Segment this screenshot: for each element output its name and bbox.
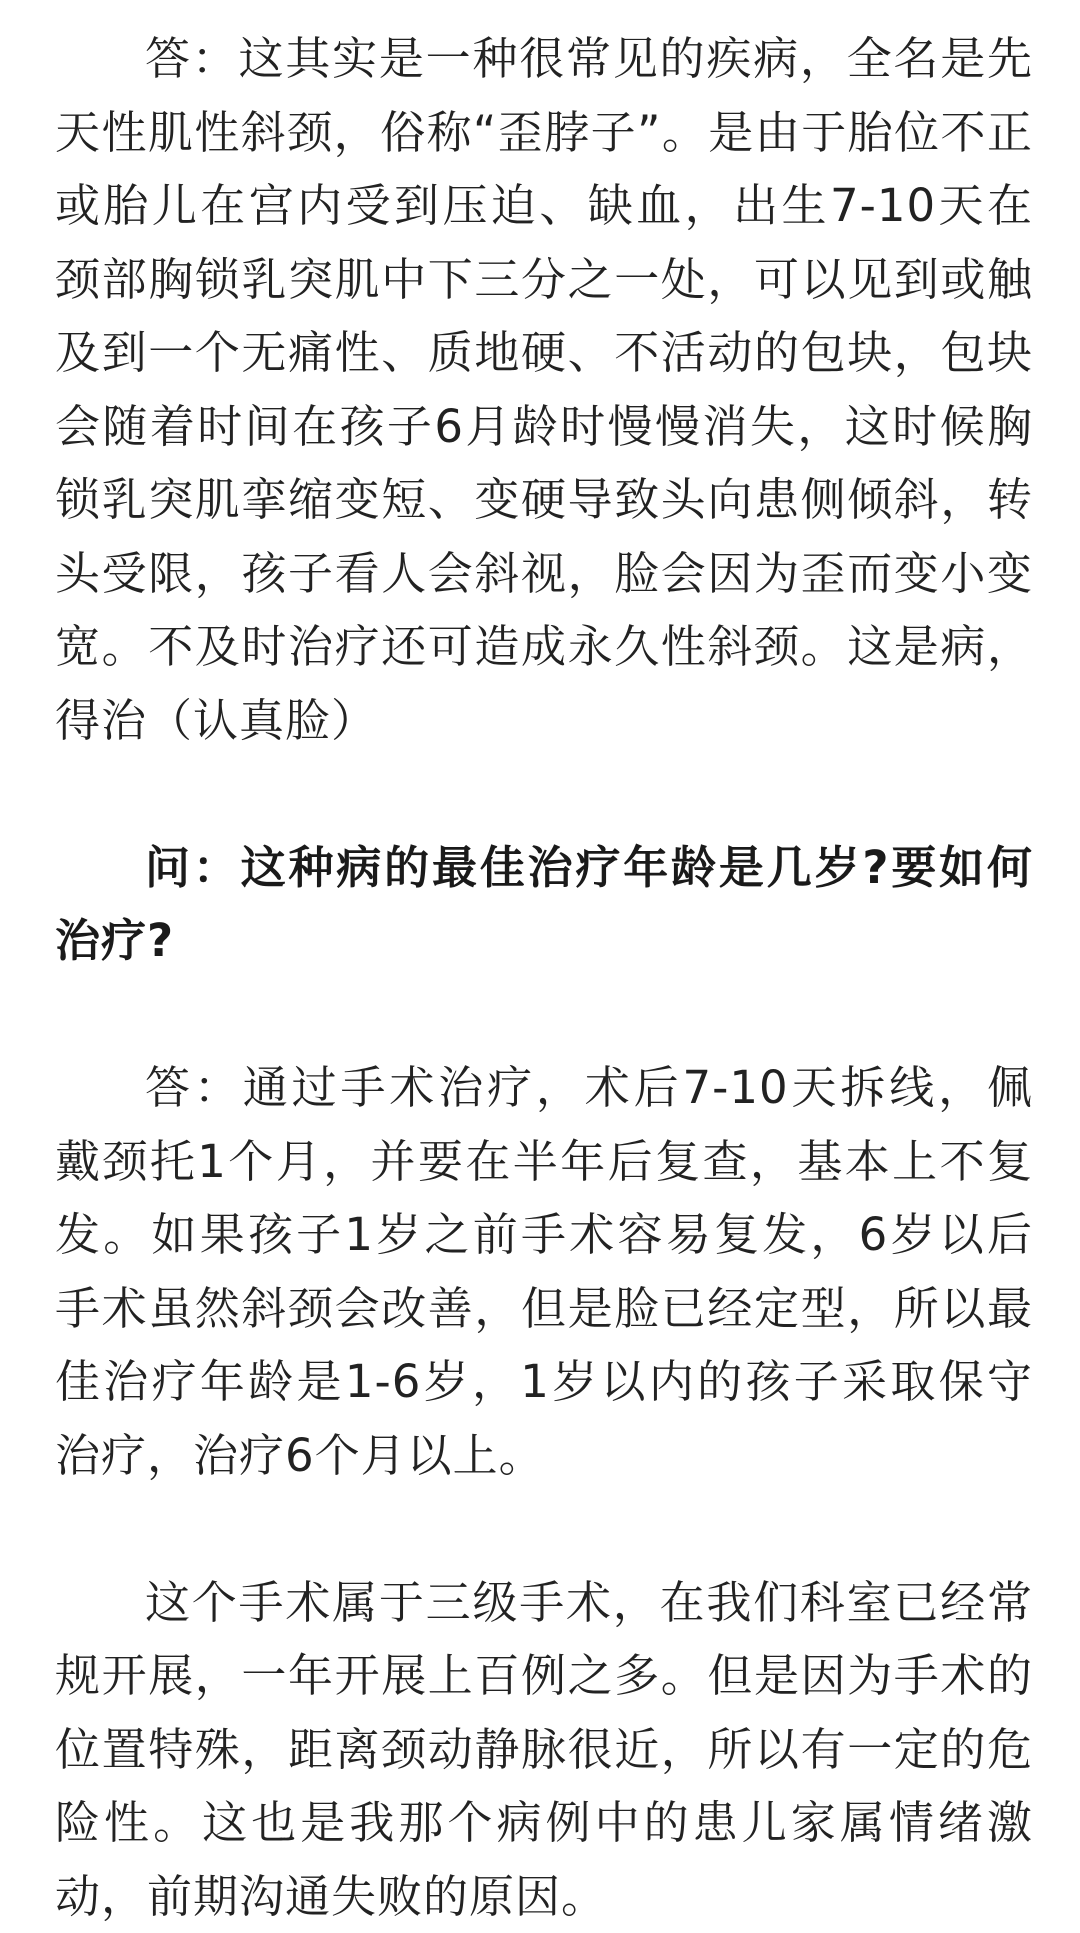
body-paragraph-surgery-risk: 这个手术属于三级手术，在我们科室已经常规开展，一年开展上百例之多。但是因为手术的位置特殊，距离颈动静脉很近，所以有一定的危险性。这也是我那个病例中的患儿家属情绪激动，前期沟通失败的原因。: [55, 1566, 1033, 1933]
paragraph-spacer: [55, 978, 1033, 1052]
paragraph-spacer: [55, 757, 1033, 831]
answer-paragraph-torticollis-definition: 答：这其实是一种很常见的疾病，全名是先天性肌性斜颈，俗称“歪脖子”。是由于胎位不正或胎儿在宫内受到压迫、缺血，出生7-10天在颈部胸锁乳突肌中下三分之一处，可以见到或触及到一个无痛性、质地硬、不活动的包块，包块会随着时间在孩子6月龄时慢慢消失，这时候胸锁乳突肌挛缩变短、变硬导致头向患侧倾斜，转头受限，孩子看人会斜视，脸会因为歪而变小变宽。不及时治疗还可造成永久性斜颈。这是病，得治（认真脸）: [55, 22, 1033, 757]
question-paragraph-best-treatment-age: 问：这种病的最佳治疗年龄是几岁?要如何治疗?: [55, 831, 1033, 978]
article-body: [55, 22, 1033, 1933]
paragraph-spacer: [55, 1492, 1033, 1566]
answer-paragraph-surgery-treatment: 答：通过手术治疗，术后7-10天拆线，佩戴颈托1个月，并要在半年后复查，基本上不复发。如果孩子1岁之前手术容易复发，6岁以后手术虽然斜颈会改善，但是脸已经定型，所以最佳治疗年龄是1-6岁，1岁以内的孩子采取保守治疗，治疗6个月以上。: [55, 1051, 1033, 1492]
